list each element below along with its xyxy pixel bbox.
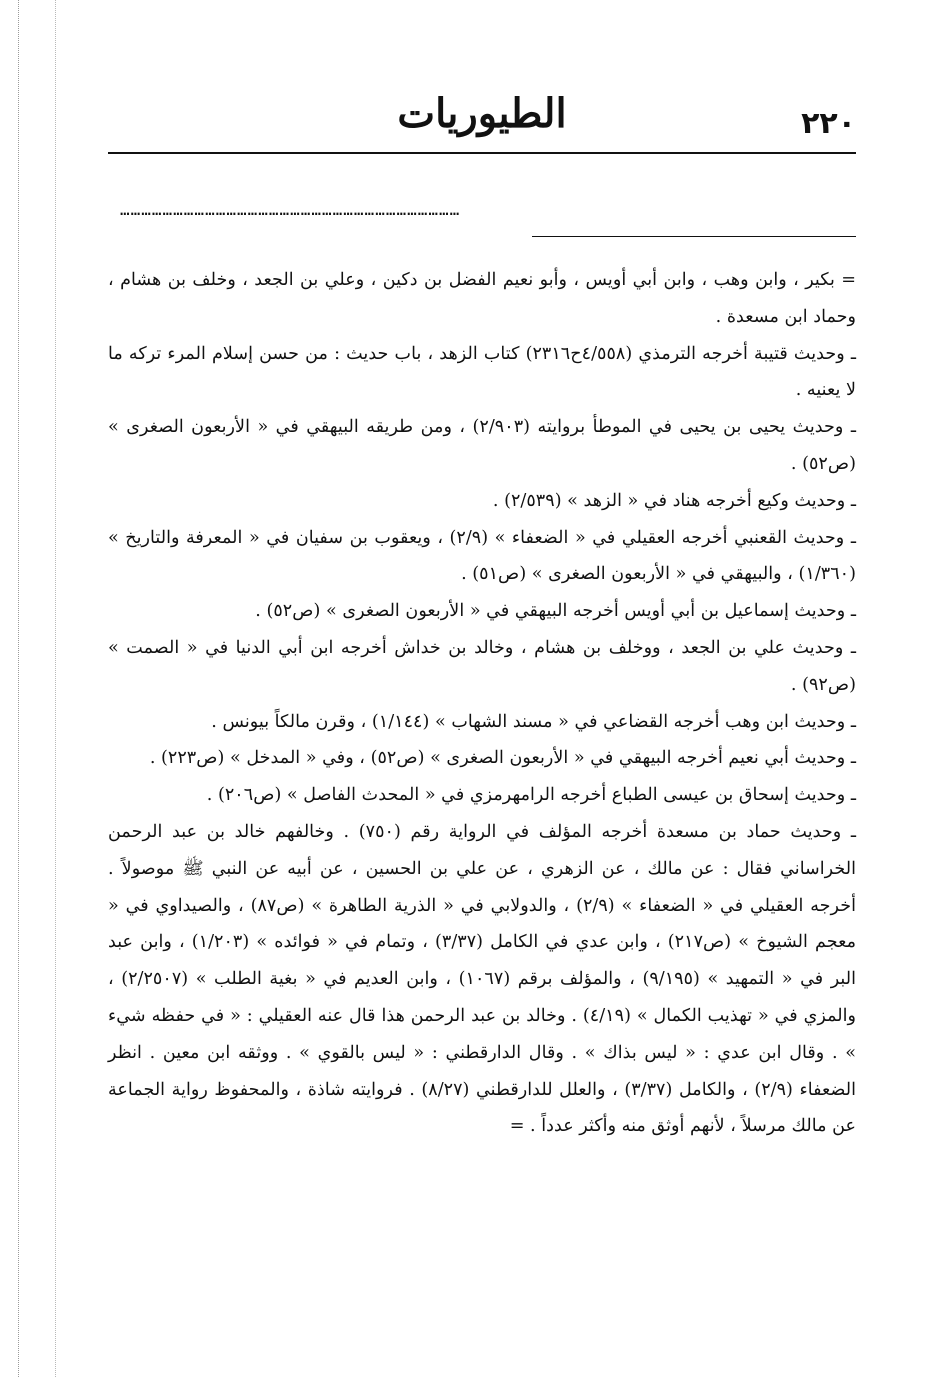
header-rule [108, 152, 856, 154]
footnote-paragraph: ـ وحديث حماد بن مسعدة أخرجه المؤلف في الرواية رقم (٧٥٠) . وخالفهم خالد بن عبد الرحمن الخراساني فقال : عن مالك ، عن الزهري ، عن علي بن الحسين ، عن أبيه عن النبي ﷺ موصولاً . أخرجه العقيلي في « الضعفاء » (٢/٩) ، والدولابي في « الذرية الطاهرة » (ص٨٧) ، والصيداوي في « معجم الشيوخ » (ص٢١٧) ، وابن عدي في الكامل (٣/٣٧) ، وتمام في « فوائده » (١/٢٠٣) ، وابن عبد البر في « التمهيد » (٩/١٩٥) ، والمؤلف برقم (١٠٦٧) ، وابن العديم في « بغية الطلب » (٢/٢٥٠٧) ، والمزي في « تهذيب الكمال » (٤/١٩) . وخالد بن عبد الرحمن هذا قال عنه العقيلي : « في حفظه شيء » . وقال ابن عدي : « ليس بذاك » . وقال الدارقطني : « ليس بالقوي » . ووثقه ابن معين . انظر الضعفاء (٢/٩) ، والكامل (٣/٣٧) ، والعلل للدارقطني (٨/٢٧) . فروايته شاذة ، والمحفوظ رواية الجماعة عن مالك مرسلاً ، لأنهم أوثق منه وأكثر عدداً . = [108, 821, 857, 1137]
footnote-paragraph: ـ وحديث قتيبة أخرجه الترمذي (٤/٥٥٨ح٢٣١٦) كتاب الزهد ، باب حديث : من حسن إسلام المرء تركه ما لا يعنيه . [108, 343, 856, 401]
footnote-body [108, 262, 856, 1145]
page-number: ٢٢٠ [801, 106, 856, 141]
running-title: الطيوريات [397, 90, 567, 137]
footnote-paragraph: ـ وحديث وكيع أخرجه هناد في « الزهد » (٢/٥٣٩) . [492, 490, 856, 511]
footnote-paragraph: ـ وحديث أبي نعيم أخرجه البيهقي في « الأربعون الصغرى » (ص٥٢) ، وفي « المدخل » (ص٢٢٣) . [149, 748, 856, 769]
footnote-paragraph: ـ وحديث ابن وهب أخرجه القضاعي في « مسند الشهاب » (١/١٤٤) ، وقرن مالكاً بيونس . [211, 711, 856, 732]
footnote-paragraph: ـ وحديث علي بن الجعد ، ووخلف بن هشام ، وخالد بن خداش أخرجه ابن أبي الدنيا في « الصمت » (ص٩٢) . [108, 637, 856, 695]
scan-margin-dots [18, 0, 21, 1377]
scan-margin-dots [55, 0, 58, 1377]
footnote-paragraph: ـ وحديث إسحاق بن عيسى الطباع أخرجه الرامهرمزي في « المحدث الفاصل » (ص٢٠٦) . [206, 785, 856, 806]
footnote-paragraph: ـ وحديث القعنبي أخرجه العقيلي في « الضعفاء » (٢/٩) ، ويعقوب بن سفيان في « المعرفة والتاريخ » (١/٣٦٠) ، والبيهقي في « الأربعون الصغرى » (ص٥١) . [108, 527, 856, 585]
page-header [108, 88, 856, 152]
footnote-rule [532, 236, 856, 237]
dotted-separator: …………………………………………………………………………………… [120, 200, 461, 219]
footnote-paragraph: ـ وحديث إسماعيل بن أبي أويس أخرجه البيهقي في « الأربعون الصغرى » (ص٥٢) . [255, 601, 856, 622]
footnote-paragraph: = بكير ، وابن وهب ، وابن أبي أويس ، وأبو نعيم الفضل بن دكين ، وعلي بن الجعد ، وخلف بن هشام ، وحماد ابن مسعدة . [108, 270, 856, 327]
footnote-paragraph: ـ وحديث يحيى بن يحيى في الموطأ بروايته (٢/٩٠٣) ، ومن طريقه البيهقي في « الأربعون الصغرى » (ص٥٢) . [108, 417, 856, 474]
